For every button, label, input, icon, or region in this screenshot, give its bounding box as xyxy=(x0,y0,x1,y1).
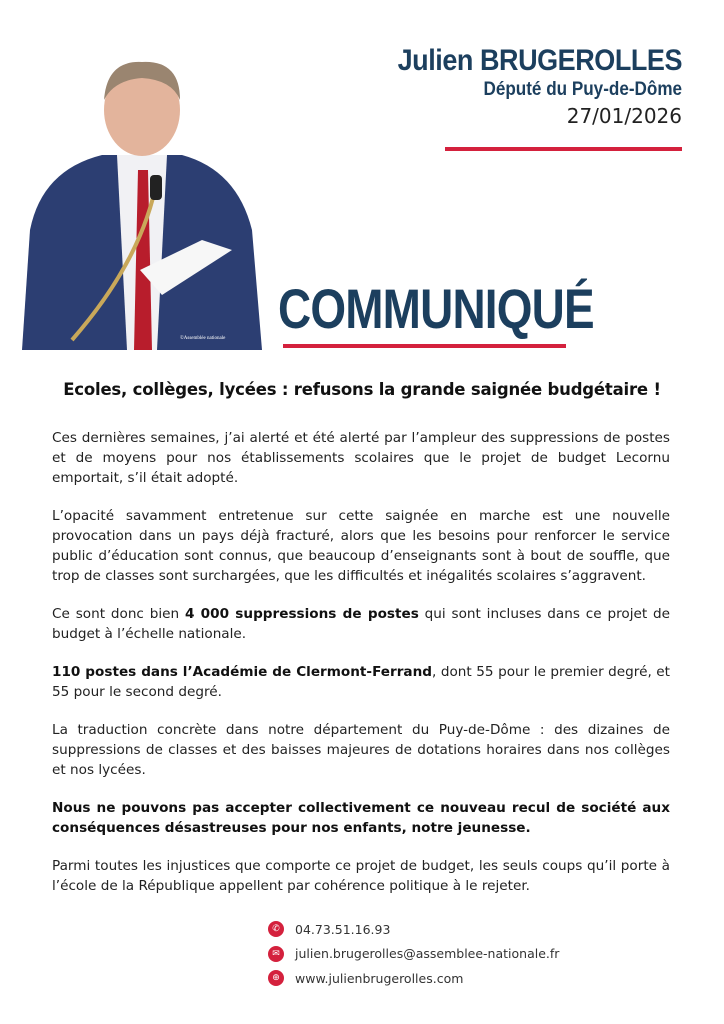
contact-info xyxy=(268,917,559,991)
bold-text: 110 postes dans l’Académie de Clermont-Ferrand xyxy=(52,664,433,680)
phone-icon: ✆ xyxy=(268,921,284,937)
banner-title: COMMUNIQUÉ xyxy=(278,277,594,340)
deputy-role: Député du Puy-de-Dôme xyxy=(483,79,682,100)
phone-text[interactable]: 04.73.51.16.93 xyxy=(295,921,391,937)
deputy-photo xyxy=(22,60,262,350)
press-release-body xyxy=(52,428,670,914)
email-link[interactable]: julien.brugerolles@assemblee-nationale.fr xyxy=(295,946,560,962)
text: Ce sont donc bien xyxy=(52,606,185,622)
bold-text: Nous ne pouvons pas accepter collectivement ce nouveau recul de société aux conséquences désastreuses pour nos enfants, notre jeunesse. xyxy=(52,800,670,836)
globe-icon: ⊕ xyxy=(268,970,284,986)
paragraph xyxy=(52,798,670,838)
paragraph: Parmi toutes les injustices que comporte ce projet de budget, les seuls coups qu’il porte à l’école de la République appellent par cohérence politique à le rejeter. xyxy=(52,858,670,894)
press-release-title: Ecoles, collèges, lycées : refusons la grande saignée budgétaire ! xyxy=(63,380,661,399)
date: 27/01/2026 xyxy=(566,104,682,128)
header-divider xyxy=(445,147,682,151)
banner-underline xyxy=(283,344,566,348)
mail-icon: ✉ xyxy=(268,946,284,962)
paragraph: La traduction concrète dans notre département du Puy-de-Dôme : des dizaines de suppressions de classes et des baisses majeures de dotations horaires dans nos collèges et nos lycées. xyxy=(52,722,670,778)
website-link[interactable]: www.julienbrugerolles.com xyxy=(295,970,464,986)
bold-text: 4 000 suppressions de postes xyxy=(184,606,419,622)
header xyxy=(366,44,682,130)
paragraph xyxy=(52,662,670,702)
paragraph: Ces dernières semaines, j’ai alerté et été alerté par l’ampleur des suppressions de postes et de moyens pour nos établissements scolaires que le projet de budget Lecornu emportait, s’il était adopté. xyxy=(52,430,670,486)
contact-email xyxy=(268,942,559,967)
contact-phone xyxy=(268,917,559,942)
text: qui sont incluses dans ce projet de budget à l’échelle nationale. xyxy=(52,606,670,642)
paragraph xyxy=(52,604,670,644)
paragraph: L’opacité savamment entretenue sur cette saignée en marche est une nouvelle provocation dans un pays déjà fracturé, alors que les besoins pour renforcer le service public d’éducation sont connus, que beaucoup d’enseignants sont à bout de souffle, que trop de classes sont surchargées, que les difficultés et inégalités scolaires s’aggravent. xyxy=(52,508,670,584)
photo-credit: ©Assemblée nationale xyxy=(180,336,226,341)
text: , dont 55 pour le premier degré, et 55 pour le second degré. xyxy=(52,664,670,700)
deputy-name: Julien BRUGEROLLES xyxy=(397,44,682,77)
contact-web xyxy=(268,966,559,991)
